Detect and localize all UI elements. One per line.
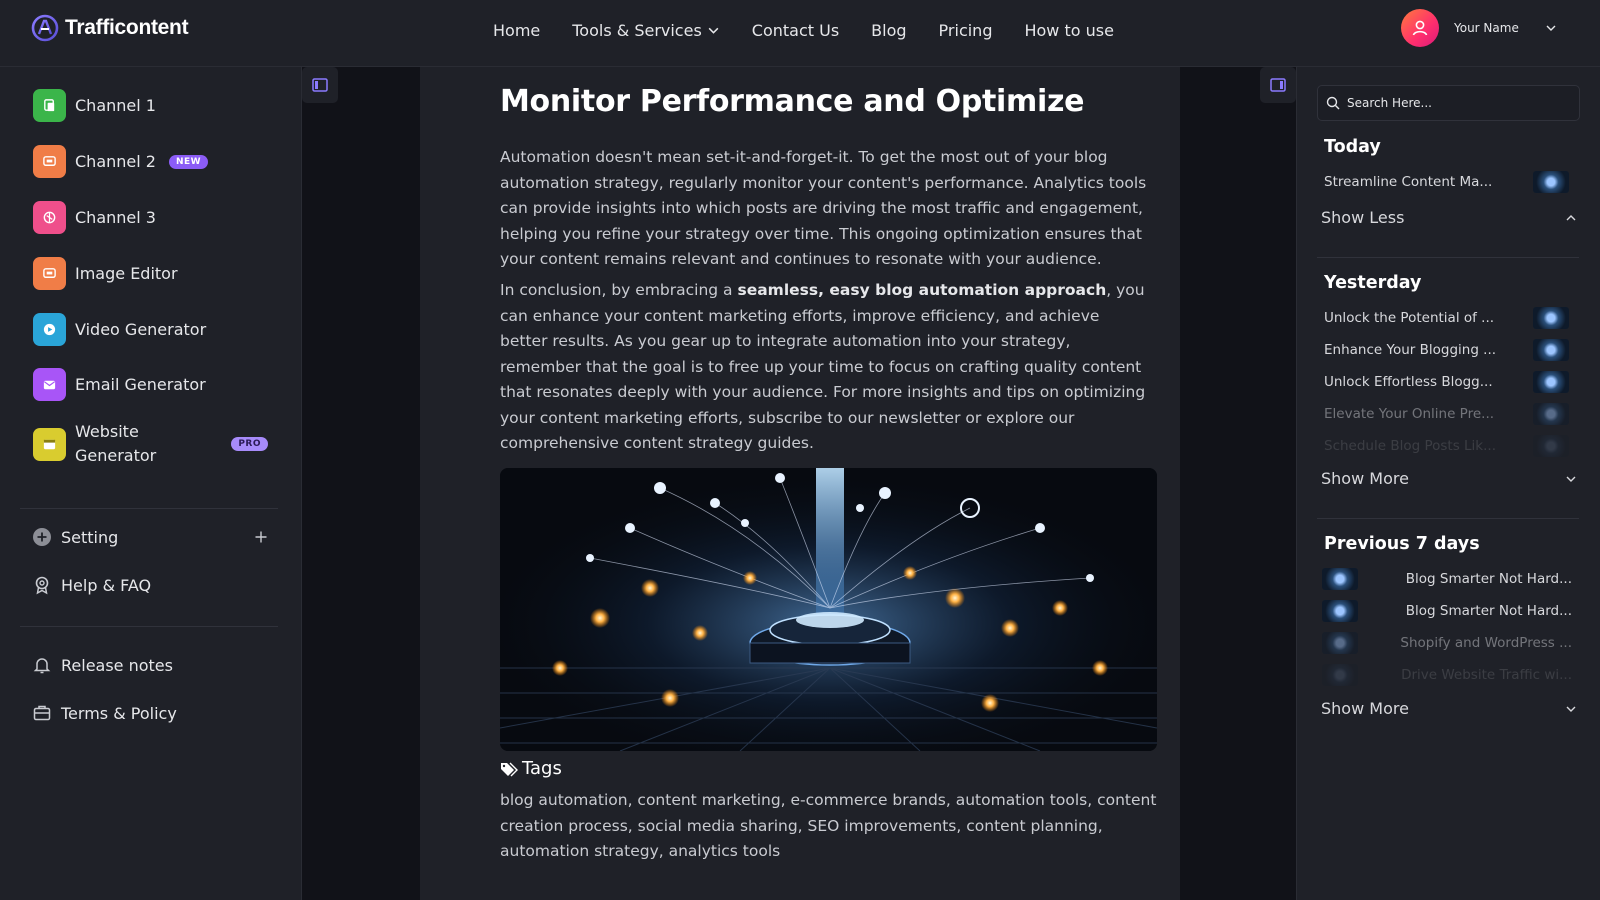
article	[420, 67, 1180, 900]
award-icon	[32, 575, 52, 595]
history-item[interactable]	[1322, 663, 1572, 687]
history-thumbnail	[1533, 307, 1569, 329]
chevron-down-icon	[707, 24, 720, 37]
sidebar-item-label: Website Generator	[75, 422, 157, 465]
user-menu[interactable]	[1401, 9, 1519, 47]
website-icon	[33, 428, 66, 461]
chevron-down-icon	[1565, 473, 1577, 485]
history-thumbnail	[1533, 371, 1569, 393]
sidebar-item-video-generator[interactable]	[33, 313, 206, 346]
sidebar-item-label: Channel 1	[75, 96, 156, 115]
toggle-label: Show Less	[1321, 208, 1405, 227]
channel-icon	[33, 201, 66, 234]
toggle-label: Show More	[1321, 469, 1409, 488]
section-heading-previous-7-days: Previous 7 days	[1324, 534, 1480, 554]
nav-label: How to use	[1024, 20, 1114, 40]
text-run: , you can enhance your content marketing efforts, improve efficiency, and achieve better results. As you gear up to integrate automation into your strategy, remember that the goal is to free up your time to focus on crafting quality content that resonates deeply with your audience. For more insights and tips on optimizing your content marketing efforts, subscribe to our newsletter or explore our comprehensive content strategy guides.	[500, 281, 1146, 452]
sidebar-item-label: Channel 3	[75, 208, 156, 227]
nav-pricing[interactable]	[939, 18, 993, 42]
history-thumbnail	[1533, 171, 1569, 193]
toggle-label: Show More	[1321, 699, 1409, 718]
article-paragraph	[500, 278, 1150, 457]
nav-contact-us[interactable]	[752, 18, 839, 42]
history-item-title: Drive Website Traffic wi...	[1401, 667, 1572, 683]
history-item-title: Unlock Effortless Blogg...	[1324, 374, 1493, 390]
logo-icon	[31, 14, 59, 42]
sidebar-item-label: Image Editor	[75, 264, 178, 283]
toggle-right-panel-button[interactable]	[1260, 67, 1296, 103]
section-heading-yesterday: Yesterday	[1324, 273, 1422, 293]
sidebar-item-release-notes[interactable]	[32, 655, 173, 675]
nav-how-to-use[interactable]	[1024, 18, 1113, 42]
plus-circle-icon	[32, 527, 52, 547]
show-less-button[interactable]	[1321, 208, 1577, 227]
history-item-title: Shopify and WordPress ...	[1400, 635, 1572, 651]
tags-icon	[500, 761, 518, 777]
briefcase-icon	[32, 703, 52, 723]
history-item[interactable]	[1324, 338, 1569, 362]
sidebar-item-image-editor[interactable]	[33, 257, 178, 290]
play-icon	[33, 313, 66, 346]
history-item-title: Blog Smarter Not Hard...	[1405, 571, 1572, 587]
app-name: Trafficontent	[65, 16, 189, 39]
article-hero-image	[500, 468, 1157, 751]
bell-icon	[32, 655, 52, 675]
history-thumbnail	[1322, 600, 1358, 622]
top-navbar	[0, 0, 1600, 67]
sidebar-item-label: Video Generator	[75, 320, 207, 339]
sidebar-item-help-faq[interactable]	[32, 575, 151, 595]
history-item[interactable]	[1322, 599, 1572, 623]
history-item[interactable]	[1324, 402, 1569, 426]
history-item[interactable]	[1322, 567, 1572, 591]
toggle-left-panel-button[interactable]	[302, 67, 338, 103]
text-run: In conclusion, by embracing a	[500, 281, 738, 299]
show-more-button[interactable]	[1321, 699, 1577, 718]
history-thumbnail	[1533, 403, 1569, 425]
avatar[interactable]	[1401, 9, 1439, 47]
history-thumbnail	[1533, 339, 1569, 361]
history-sidebar	[1296, 67, 1600, 900]
sidebar-item-channel-1[interactable]	[33, 89, 156, 122]
left-sidebar	[0, 67, 302, 900]
main-nav	[493, 18, 1146, 42]
sidebar-item-website-generator[interactable]	[33, 420, 268, 468]
tags-heading	[500, 758, 562, 779]
history-item[interactable]	[1324, 370, 1569, 394]
nav-tools-services[interactable]	[572, 18, 720, 42]
channel-icon	[33, 89, 66, 122]
sidebar-item-channel-3[interactable]	[33, 201, 156, 234]
nav-label: Home	[493, 20, 541, 40]
chevron-up-icon	[1565, 212, 1577, 224]
sidebar-item-terms-policy[interactable]	[32, 703, 177, 723]
divider	[20, 626, 278, 627]
app-logo[interactable]	[31, 14, 188, 42]
sidebar-left-icon	[312, 78, 328, 92]
sidebar-item-label: Release notes	[61, 655, 173, 675]
show-more-button[interactable]	[1321, 469, 1577, 488]
sidebar-item-label: Terms & Policy	[61, 703, 177, 723]
history-item-title: Enhance Your Blogging ...	[1324, 342, 1497, 358]
history-item-title: Streamline Content Ma...	[1324, 174, 1493, 190]
network-illustration	[500, 468, 1157, 751]
chevron-down-icon[interactable]	[1545, 22, 1557, 34]
history-thumbnail	[1322, 632, 1358, 654]
search-input[interactable]	[1347, 96, 1567, 110]
user-icon	[1410, 18, 1430, 38]
nav-label: Blog	[871, 20, 907, 40]
nav-home[interactable]	[493, 18, 540, 42]
divider	[20, 508, 278, 509]
tags-list: blog automation, content marketing, e-commerce brands, automation tools, content creation process, social media sharing, SEO improvements, content planning, automation strategy, analytics tools	[500, 791, 1157, 860]
history-thumbnail	[1322, 568, 1358, 590]
pro-badge: PRO	[231, 437, 268, 451]
sidebar-item-channel-2[interactable]	[33, 145, 208, 178]
sidebar-right-icon	[1270, 78, 1286, 92]
divider	[1317, 518, 1579, 519]
sidebar-item-label: Setting	[61, 527, 119, 547]
history-thumbnail	[1322, 664, 1358, 686]
chevron-down-icon	[1565, 703, 1577, 715]
history-thumbnail	[1533, 435, 1569, 457]
sidebar-item-setting[interactable]	[32, 527, 268, 547]
plus-icon[interactable]	[254, 530, 268, 544]
sidebar-item-label: Channel 2	[75, 152, 156, 171]
mail-icon	[33, 368, 66, 401]
user-name: Your Name	[1454, 21, 1519, 35]
article-title: Monitor Performance and Optimize	[500, 84, 1085, 119]
divider	[1317, 257, 1579, 258]
history-item-title: Unlock the Potential of ...	[1324, 310, 1495, 326]
sidebar-item-email-generator[interactable]	[33, 368, 206, 401]
search-box[interactable]	[1317, 85, 1580, 121]
history-item[interactable]	[1324, 434, 1569, 458]
channel-icon	[33, 145, 66, 178]
history-item[interactable]	[1324, 170, 1569, 194]
sidebar-item-label: Help & FAQ	[61, 575, 152, 595]
article-paragraph: Automation doesn't mean set-it-and-forget-it. To get the most out of your blog automation strategy, regularly monitor your content's performance. Analytics tools can provide insights into which posts are driving the most traffic and engagement, helping you refine your strategy over time. This ongoing optimization ensures that your content remains relevant and continues to resonate with your audience.	[500, 148, 1147, 268]
history-item[interactable]	[1324, 306, 1569, 330]
nav-label: Pricing	[938, 20, 993, 40]
history-item-title: Elevate Your Online Pre...	[1324, 406, 1495, 422]
nav-blog[interactable]	[871, 18, 906, 42]
nav-label: Contact Us	[751, 20, 840, 40]
history-item[interactable]	[1322, 631, 1572, 655]
bold-text: seamless, easy blog automation approach	[737, 281, 1107, 299]
new-badge: NEW	[169, 155, 208, 169]
section-heading-today: Today	[1324, 137, 1381, 157]
nav-label: Tools & Services	[572, 20, 702, 40]
history-item-title: Schedule Blog Posts Lik...	[1324, 438, 1496, 454]
history-item-title: Blog Smarter Not Hard...	[1405, 603, 1572, 619]
sidebar-item-label: Email Generator	[75, 375, 206, 394]
search-icon	[1326, 96, 1340, 110]
image-editor-icon	[33, 257, 66, 290]
tags-heading-label: Tags	[522, 758, 562, 779]
